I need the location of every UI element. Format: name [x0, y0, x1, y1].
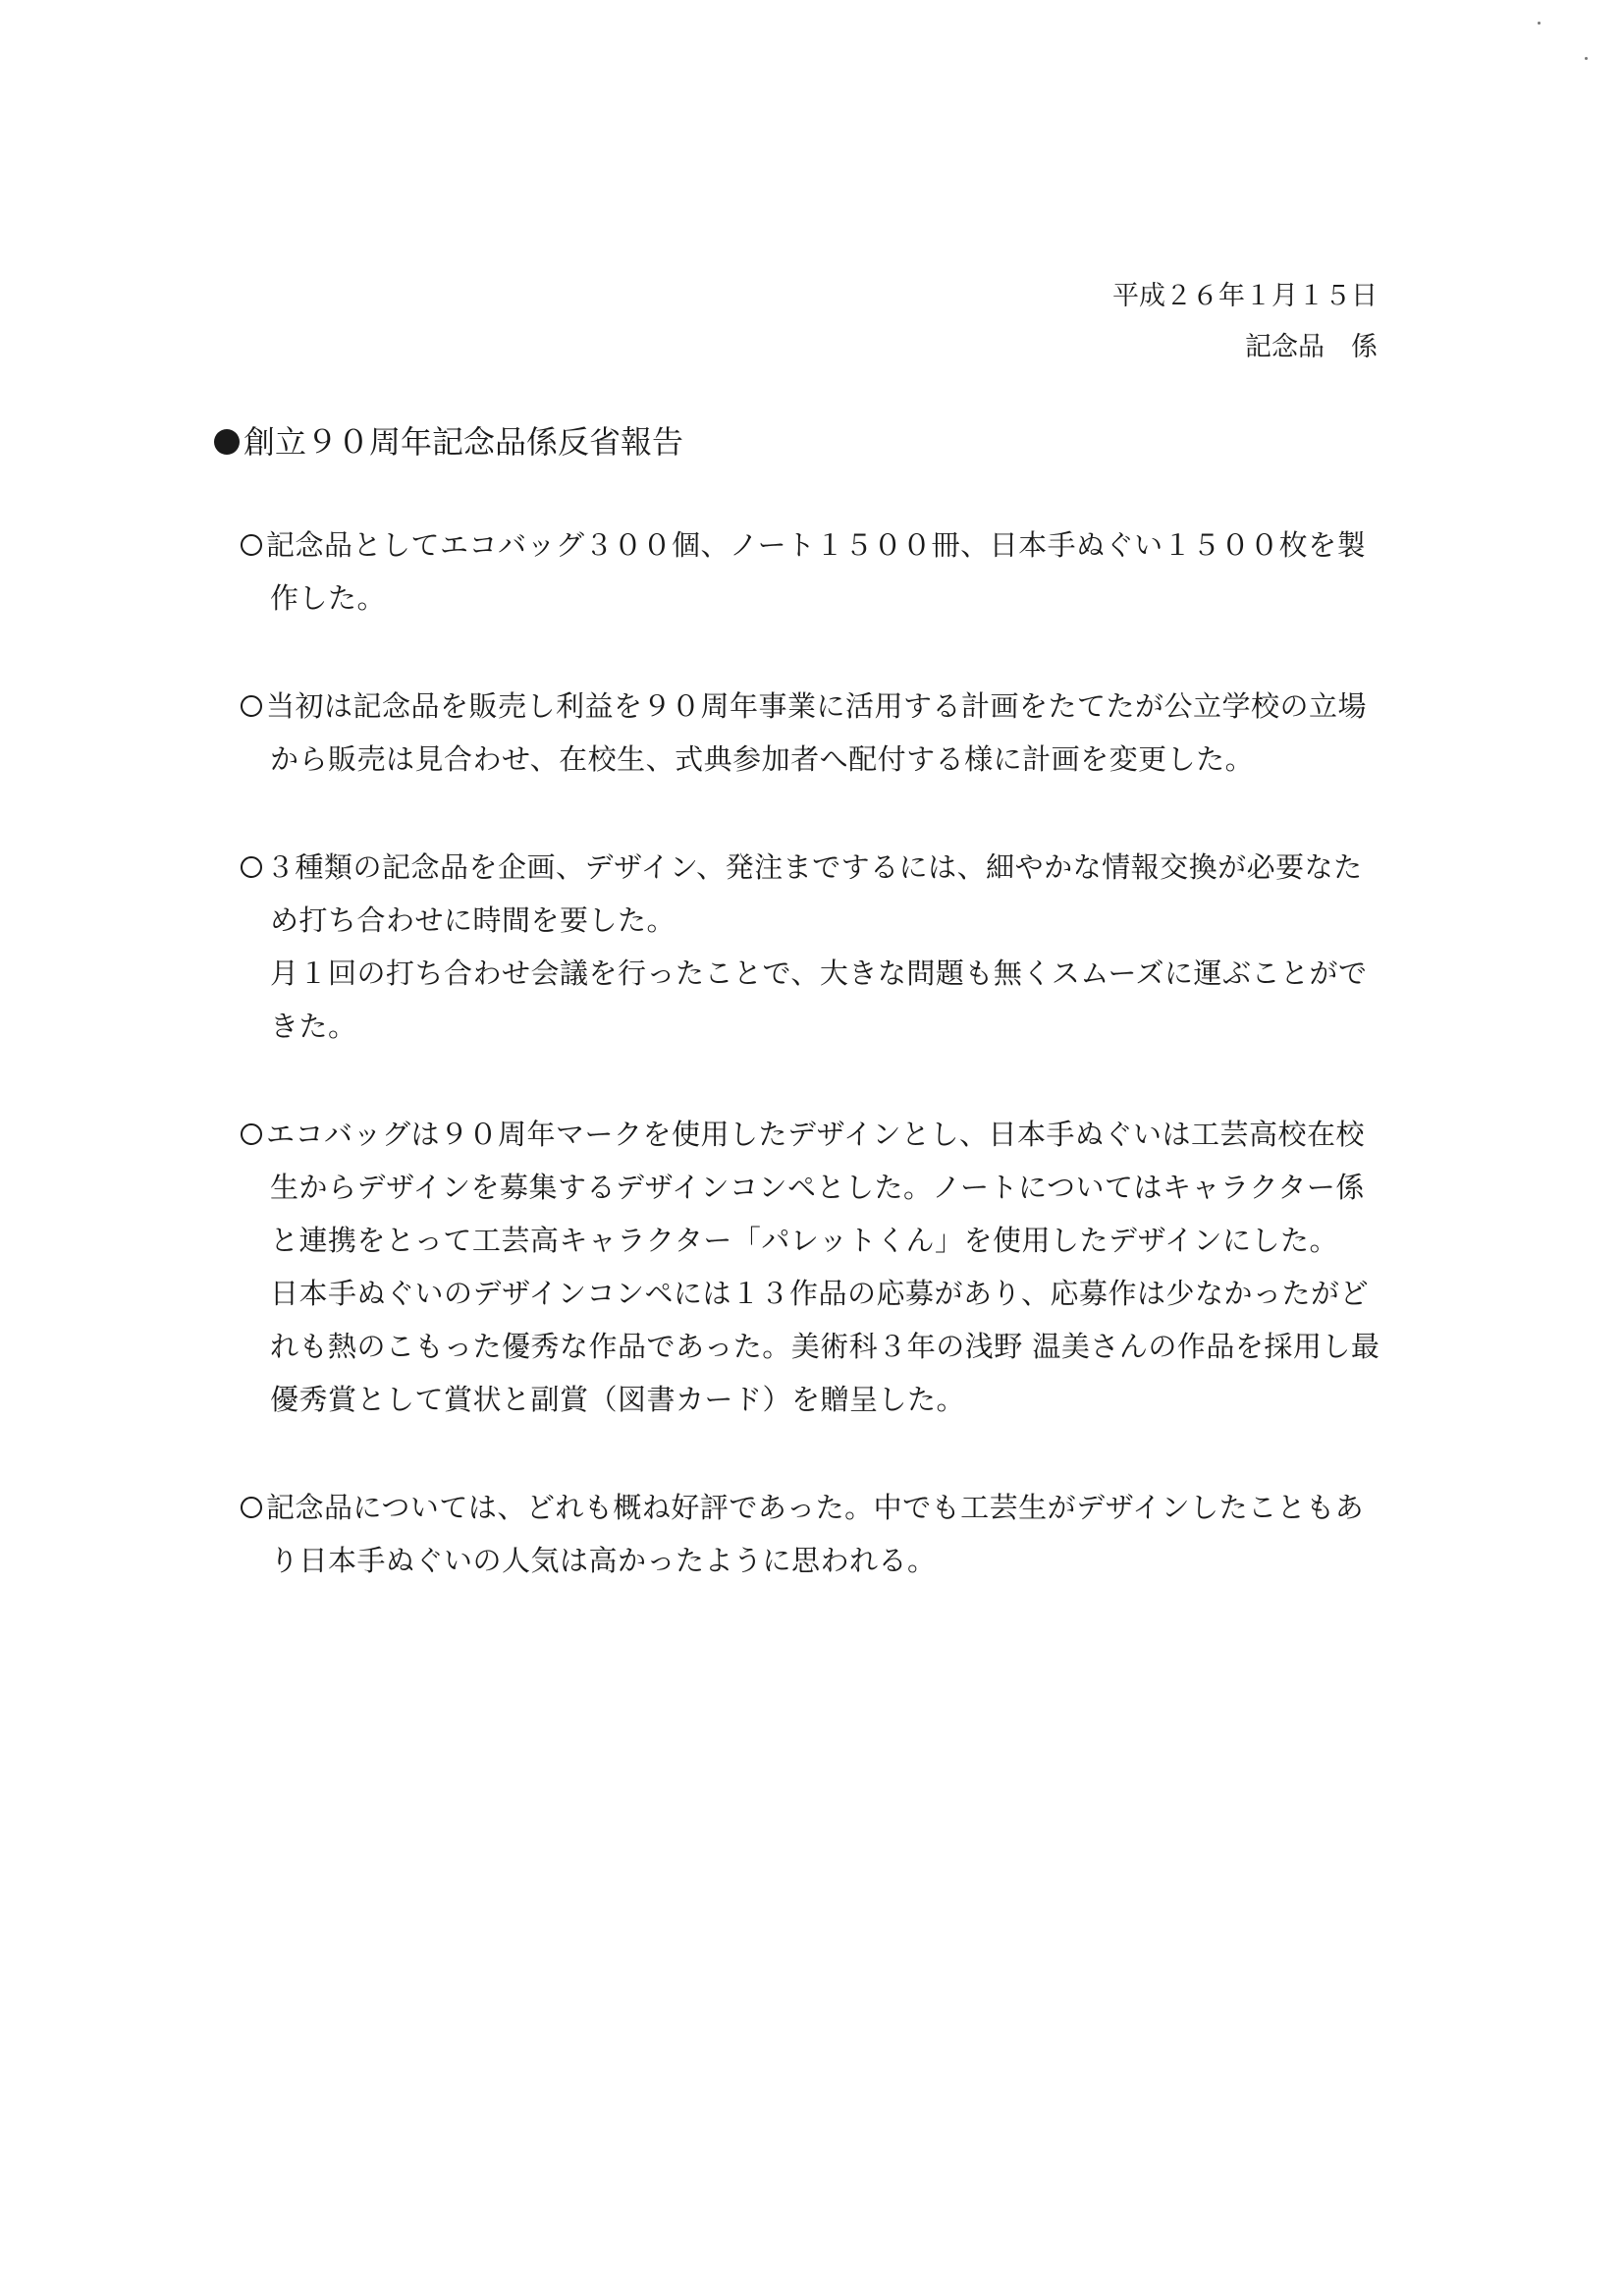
document-title-row	[214, 420, 683, 464]
document-title: 創立９０周年記念品係反省報告	[243, 423, 684, 461]
report-item-1	[241, 519, 1389, 625]
document-date: 平成２６年１月１５日	[1112, 281, 1378, 311]
open-circle-bullet-icon	[241, 1497, 262, 1518]
report-item-2	[241, 680, 1389, 786]
open-circle-bullet-icon	[241, 1123, 262, 1145]
report-line: め打ち合わせに時間を要した。	[270, 903, 676, 937]
open-circle-bullet-icon	[241, 695, 262, 717]
report-line: れも熱のこもった優秀な作品であった。美術科３年の浅野 温美さんの作品を採用し最	[270, 1330, 1380, 1363]
report-line: 生からデザインを募集するデザインコンペとした。ノートについてはキャラクター係	[270, 1171, 1365, 1204]
report-line: り日本手ぬぐいの人気は高かったように思われる。	[270, 1544, 937, 1577]
report-line: 当初は記念品を販売し利益を９０周年事業に活用する計画をたてたが公立学校の立場	[241, 680, 1389, 733]
filled-circle-bullet-icon	[214, 429, 240, 455]
report-line: 作した。	[270, 581, 387, 615]
report-line: きた。	[270, 1010, 357, 1043]
report-item-4	[241, 1108, 1389, 1426]
open-circle-bullet-icon	[241, 534, 262, 556]
scan-speck	[1585, 57, 1588, 60]
report-line: と連携をとって工芸高キャラクター「パレットくん」を使用したデザインにした。	[270, 1224, 1339, 1257]
report-line: 記念品については、どれも概ね好評であった。中でも工芸生がデザインしたこともあ	[241, 1481, 1389, 1534]
document-department: 記念品 係	[1245, 332, 1378, 362]
report-line: から販売は見合わせ、在校生、式典参加者へ配付する様に計画を変更した。	[270, 742, 1255, 776]
open-circle-bullet-icon	[241, 856, 262, 878]
report-line: 月１回の打ち合わせ会議を行ったことで、大きな問題も無くスムーズに運ぶことがで	[270, 957, 1368, 990]
report-line: 優秀賞として賞状と副賞（図書カード）を贈呈した。	[270, 1383, 966, 1416]
report-item-5	[241, 1481, 1389, 1587]
scan-speck	[1538, 22, 1541, 25]
report-line: エコバッグは９０周年マークを使用したデザインとし、日本手ぬぐいは工芸高校在校	[241, 1108, 1389, 1161]
document-header	[1112, 271, 1378, 373]
report-body	[241, 519, 1389, 1642]
report-line: ３種類の記念品を企画、デザイン、発注までするには、細やかな情報交換が必要なた	[241, 841, 1389, 894]
report-item-3	[241, 841, 1389, 1053]
report-line: 記念品としてエコバッグ３００個、ノート１５００冊、日本手ぬぐい１５００枚を製	[241, 519, 1389, 572]
report-line: 日本手ぬぐいのデザインコンペには１３作品の応募があり、応募作は少なかったがど	[270, 1277, 1369, 1310]
